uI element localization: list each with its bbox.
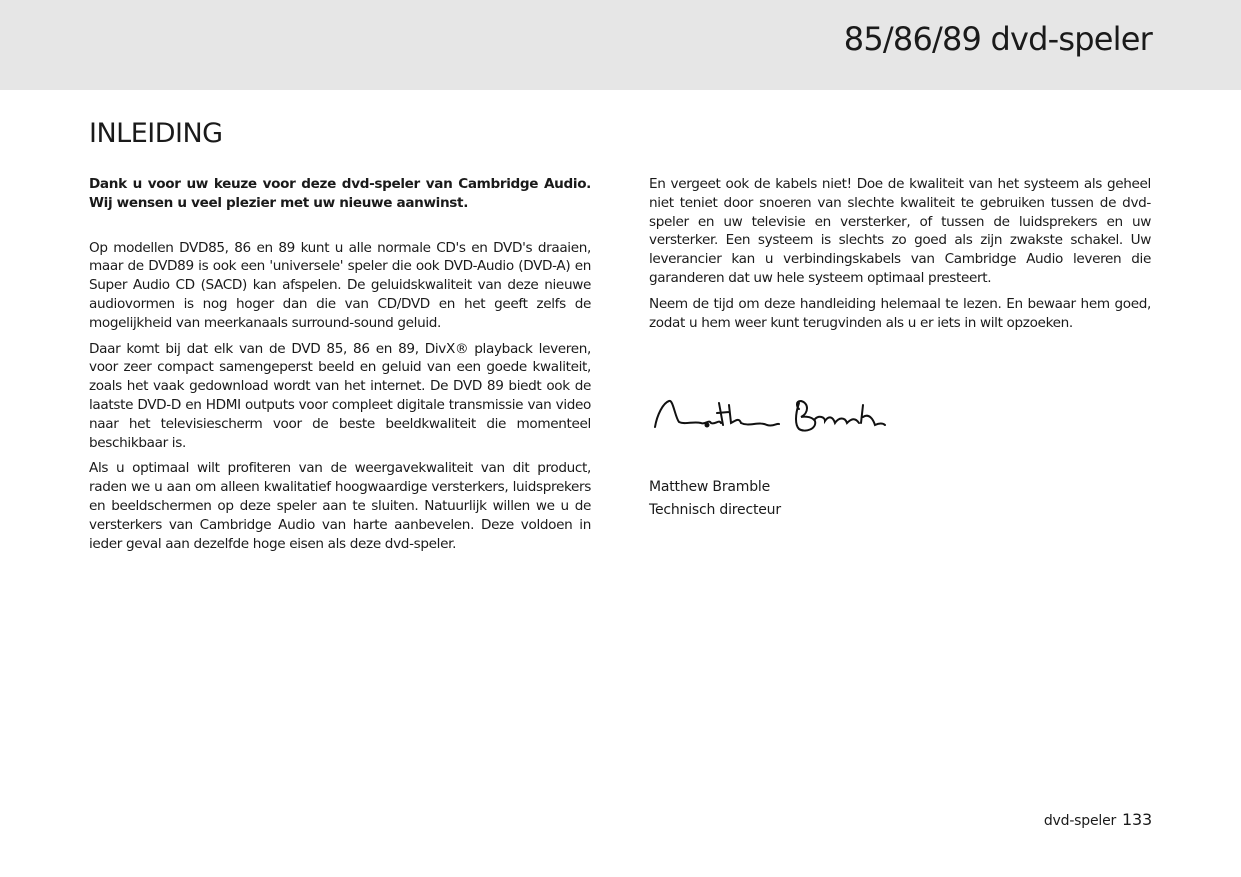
page-footer [1044,810,1152,829]
right-column [649,175,1151,339]
signature [649,395,889,440]
header-band [0,0,1241,90]
paragraph: Op modellen DVD85, 86 en 89 kunt u alle normale CD's en DVD's draaien, maar de DVD89 is ook een 'universele' speler die ook DVD-Audio (DVD-A) en Super Audio CD (SACD) kan afspelen. De geluidskwaliteit van deze nieuwe audiovormen is nog hoger dan die van CD/DVD en het geeft zelfs de mogelijkheid van meerkanaals surround-sound geluid. [89,239,591,331]
paragraph: Neem de tijd om deze handleiding helemaal te lezen. En bewaar hem goed, zodat u hem weer kunt terugvinden als u er iets in wilt opzoeken. [649,295,1151,331]
signer-title: Technisch directeur [649,502,781,518]
lead-paragraph: Dank u voor uw keuze voor deze dvd-speler van Cambridge Audio. Wij wensen u veel plezier met uw nieuwe aanwinst. [89,176,591,211]
footer-label: dvd-speler [1043,813,1117,829]
signer-name: Matthew Bramble [649,479,770,495]
signer-block [649,476,781,522]
section-title: INLEIDING [89,118,223,149]
paragraph: Daar komt bij dat elk van de DVD 85, 86 en 89, DivX® playback leveren, voor zeer compact samengeperst beeld en geluid van een goede kwaliteit, zoals het vaak gedownload wordt van het internet. De DVD 89 biedt ook de laatste DVD-D en HDMI outputs voor compleet digitale transmissie van video naar het televisiescherm voor de beste beeldkwaliteit die momenteel beschikbaar is. [89,340,591,451]
page-number: 133 [1122,810,1152,829]
document-title: 85/86/89 dvd-speler [843,20,1152,58]
left-column [89,175,591,560]
paragraph: Als u optimaal wilt profiteren van de weergavekwaliteit van dit product, raden we u aan om alleen kwalitatief hoogwaardige versterkers, luidsprekers en beeldschermen op deze speler aan te sluiten. Natuurlijk willen we u de versterkers van Cambridge Audio van harte aanbevelen. Deze voldoen in ieder geval aan dezelfde hoge eisen als deze dvd-speler. [89,460,591,552]
paragraph: En vergeet ook de kabels niet! Doe de kwaliteit van het systeem als geheel niet teniet door snoeren van slechte kwaliteit te gebruiken tussen de dvd-speler en uw televisie en versterker, of tussen de luidsprekers en uw versterker. Een systeem is slechts zo goed als zijn zwakste schakel. Uw leverancier kan u verbindingskabels van Cambridge Audio leveren die garanderen dat uw hele systeem optimaal presteert. [649,176,1151,286]
